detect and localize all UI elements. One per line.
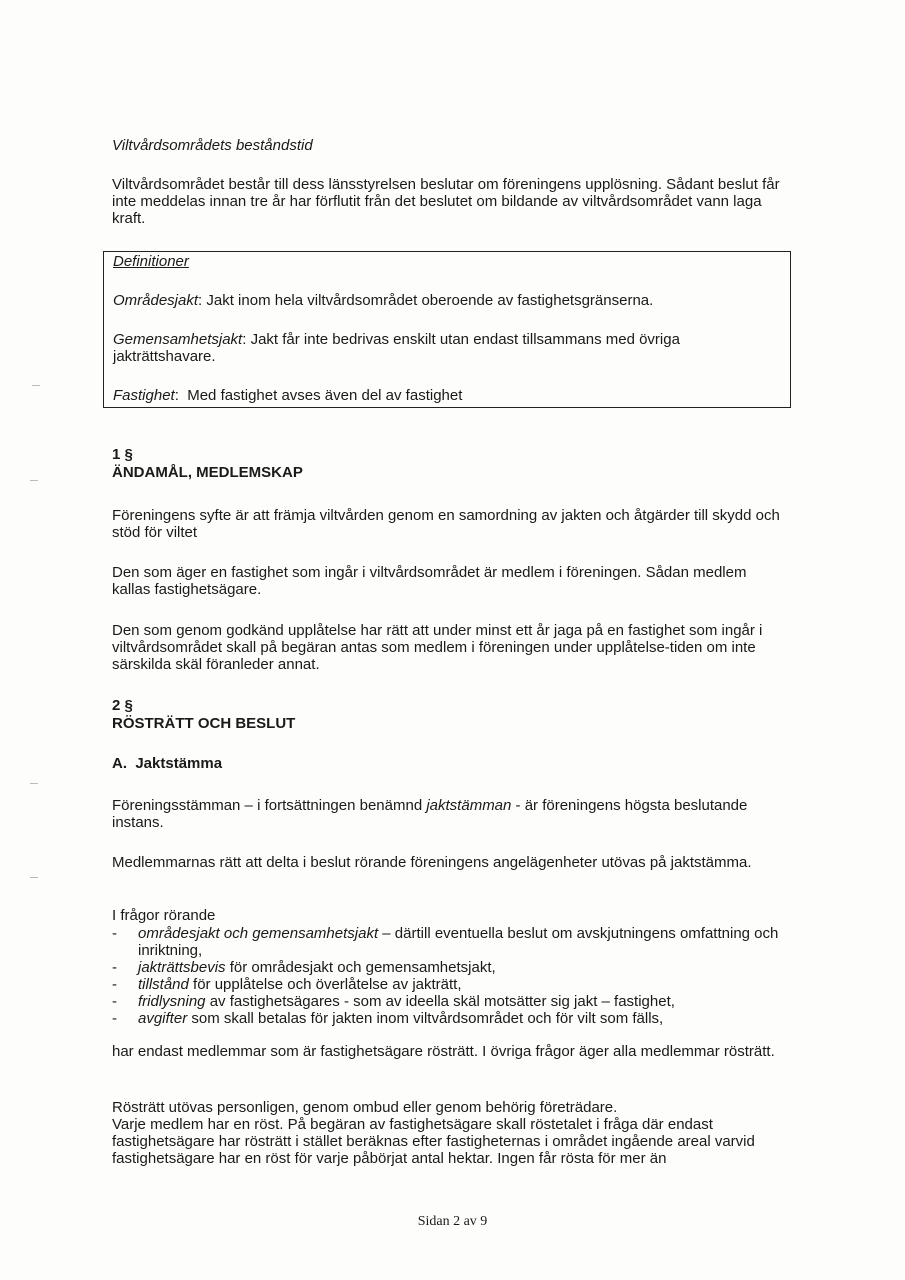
question-list — [112, 925, 782, 1027]
definition-text: Med fastighet avses även del av fastighet — [187, 387, 463, 404]
scan-mark — [32, 385, 40, 386]
section-2-paragraph: Föreningsstämman – i fortsättningen benämnd jaktstämman - är föreningens högsta beslutande instans. — [112, 797, 748, 831]
definitions-box — [103, 251, 791, 408]
list-item: - avgifter som skall betalas för jakten inom viltvårdsområdet och för vilt som fälls, — [112, 1010, 782, 1027]
duration-heading: Viltvårdsområdets beståndstid — [112, 137, 313, 154]
scan-mark — [30, 783, 38, 784]
definition-text: Jakt får inte bedrivas enskilt utan endast tillsammans med övriga jakträttshavare. — [113, 331, 680, 365]
definitions-title: Definitioner — [113, 253, 189, 270]
page-number: Sidan 2 av 9 — [417, 1214, 488, 1229]
section-2-paragraph: Varje medlem har en röst. På begäran av fastighetsägare skall röstetalet i fråga där endast fastighetsägare har rösträtt i stället beräknas efter fastigheternas i området ingående areal varvid fastighetsägare har en röst för varje påbörjat antal hektar. Ingen får rösta för mer än — [112, 1116, 755, 1167]
list-item: - fridlysning av fastighetsägares - som av ideella skäl motsätter sig jakt – fastighet, — [112, 993, 782, 1010]
section-2-paragraph: Rösträtt utövas personligen, genom ombud eller genom behörig företrädare. — [112, 1099, 618, 1116]
section-1-title: ÄNDAMÅL, MEDLEMSKAP — [112, 464, 303, 481]
section-2-number: 2 § — [112, 697, 133, 714]
list-item: - tillstånd för upplåtelse och överlåtelse av jakträtt, — [112, 976, 782, 993]
definition-term: Fastighet — [113, 387, 175, 404]
definition-item: Fastighet: Med fastighet avses även del av fastighet — [113, 387, 463, 404]
definition-term: Områdesjakt — [113, 292, 199, 309]
scan-mark — [30, 480, 38, 481]
definition-item: Områdesjakt: Jakt inom hela viltvårdsområdet oberoende av fastighetsgränserna. — [113, 292, 654, 309]
section-1-paragraph: Den som äger en fastighet som ingår i viltvårdsområdet är medlem i föreningen. Sådan medlem kallas fastighetsägare. — [112, 564, 747, 598]
section-1-paragraph: Föreningens syfte är att främja viltvården genom en samordning av jakten och åtgärder till skydd och stöd för viltet — [112, 507, 780, 541]
duration-text: Viltvårdsområdet består till dess länsstyrelsen beslutar om föreningens upplösning. Sådant beslut får inte meddelas innan tre år har förflutit från det beslutet om bildande av viltvårdsområdet vann laga kraft. — [112, 176, 780, 227]
list-outro: har endast medlemmar som är fastighetsägare rösträtt. I övriga frågor äger alla medlemmar rösträtt. — [112, 1043, 775, 1060]
subheading-jaktstamma: A. Jaktstämma — [112, 755, 223, 772]
definition-text: Jakt inom hela viltvårdsområdet oberoende av fastighetsgränserna. — [206, 292, 654, 309]
section-2-paragraph: Medlemmarnas rätt att delta i beslut rörande föreningens angelägenheter utövas på jaktstämma. — [112, 854, 752, 871]
definition-item: Gemensamhetsjakt: Jakt får inte bedrivas enskilt utan endast tillsammans med övriga jakträttshavare. — [113, 331, 680, 365]
list-item: - områdesjakt och gemensamhetsjakt – därtill eventuella beslut om avskjutningens omfattning och inriktning, — [112, 925, 782, 959]
definition-term: Gemensamhetsjakt — [113, 331, 243, 348]
list-item: - jakträttsbevis för områdesjakt och gemensamhetsjakt, — [112, 959, 782, 976]
section-1-paragraph: Den som genom godkänd upplåtelse har rätt att under minst ett år jaga på en fastighet som ingår i viltvårdsområdet skall på begäran antas som medlem i föreningen under upplåtelse-tiden om inte särskilda skäl föranleder annat. — [112, 622, 763, 673]
section-2-title: RÖSTRÄTT OCH BESLUT — [112, 715, 296, 732]
section-1-number: 1 § — [112, 446, 133, 463]
scan-mark — [30, 877, 38, 878]
list-intro: I frågor rörande — [112, 907, 216, 924]
